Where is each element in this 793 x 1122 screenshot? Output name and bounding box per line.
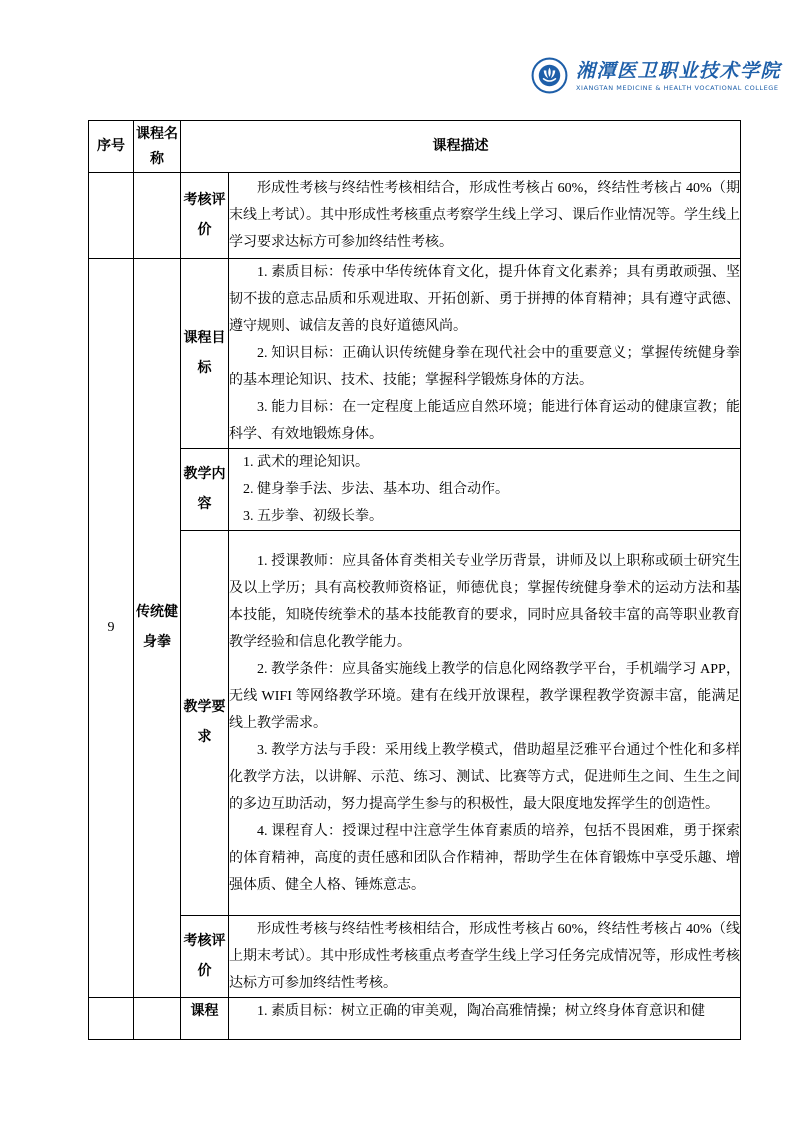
header-序号: 序号 xyxy=(89,121,134,173)
content-row xyxy=(89,449,741,531)
college-name-cn: 湘潭医卫职业技术学院 xyxy=(576,59,782,82)
course-table xyxy=(88,120,741,1040)
content-item: 1. 武术的理论知识。 xyxy=(243,455,369,470)
content-cell xyxy=(229,449,741,531)
table-header-row xyxy=(89,121,741,173)
content-item: 2. 健身拳手法、步法、基本功、组合动作。 xyxy=(243,482,509,497)
empty-no-cell xyxy=(89,173,134,259)
assessment-prev-cell xyxy=(229,173,741,259)
next-course-text: 1. 素质目标：树立正确的审美观，陶冶高雅情操；树立终身体育意识和健 xyxy=(257,1004,705,1019)
assessment-row xyxy=(89,916,741,998)
header-课程描述: 课程描述 xyxy=(181,121,741,173)
section-label-objectives: 课程目标 xyxy=(181,259,229,449)
empty-name-cell xyxy=(134,173,181,259)
college-name-en: XIANGTAN MEDICINE & HEALTH VOCATIONAL COLLEGE xyxy=(576,83,779,92)
section-label-assessment-prev: 考核评价 xyxy=(181,173,229,259)
empty-no-cell xyxy=(89,998,134,1040)
college-name-block xyxy=(576,60,781,92)
course-name: 传统健身拳 xyxy=(134,259,181,998)
assessment-cell xyxy=(229,916,741,998)
header-课程名称: 课程名称 xyxy=(134,121,181,173)
lotus-emblem-icon xyxy=(531,57,568,94)
objectives-row xyxy=(89,259,741,449)
requirement-paragraph: 4. 课程育人：授课过程中注意学生体育素质的培养，包括不畏困难，勇于探索的体育精神，高度的责任感和团队合作精神，帮助学生在体育锻炼中享受乐趣、增强体质、健全人格、锤炼意志。 xyxy=(229,823,740,893)
requirement-paragraph: 3. 教学方法与手段：采用线上教学模式，借助超星泛雅平台通过个性化和多样化教学方法，以讲解、示范、练习、测试、比赛等方式，促进师生之间、生生之间的多边互助活动，努力提高学生参与的积极性，最大限度地发挥学生的创造性。 xyxy=(229,742,740,812)
empty-name-cell xyxy=(134,998,181,1040)
content-item: 3. 五步拳、初级长拳。 xyxy=(243,509,383,524)
next-course-cell xyxy=(229,998,741,1040)
objective-paragraph: 3. 能力目标：在一定程度上能适应自然环境；能进行体育运动的健康宣教；能科学、有效地锻炼身体。 xyxy=(229,400,740,442)
college-logo xyxy=(531,57,781,94)
carryover-assessment-row xyxy=(89,173,741,259)
objectives-cell xyxy=(229,259,741,449)
section-label-requirements: 教学要求 xyxy=(181,531,229,916)
requirement-paragraph: 1. 授课教师：应具备体育类相关专业学历背景，讲师及以上职称或硕士研究生及以上学历；具有高校教师资格证，师德优良；掌握传统健身拳术的运动方法和基本技能，知晓传统拳术的基本技能教育的要求，同时应具备较丰富的高等职业教育教学经验和信息化教学能力。 xyxy=(229,553,740,650)
assessment-prev-text: 形成性考核与终结性考核相结合，形成性考核占 60%，终结性考核占 40%（期末线上考试）。其中形成性考核重点考察学生线上学习、课后作业情况等。学生线上学习要求达标方可参加终结性考核。 xyxy=(229,181,740,250)
objective-paragraph: 1. 素质目标：传承中华传统体育文化，提升体育文化素养；具有勇敢顽强、坚韧不拔的意志品质和乐观进取、开拓创新、勇于拼搏的体育精神；具有遵守武德、遵守规则、诚信友善的良好道德风尚。 xyxy=(229,265,740,334)
objective-paragraph: 2. 知识目标：正确认识传统健身拳在现代社会中的重要意义；掌握传统健身拳的基本理论知识、技术、技能；掌握科学锻炼身体的方法。 xyxy=(229,346,740,388)
section-label-content: 教学内容 xyxy=(181,449,229,531)
requirement-paragraph: 2. 教学条件：应具备实施线上教学的信息化网络教学平台，手机端学习 APP，无线 WIFI 等网络教学环境。建有在线开放课程，教学课程教学资源丰富，能满足线上教学需求。 xyxy=(229,661,740,731)
requirements-cell xyxy=(229,531,741,916)
section-label-next-partial: 课程 xyxy=(181,998,229,1040)
assessment-text: 形成性考核与终结性考核相结合，形成性考核占 60%，终结性考核占 40%（线上期末考试）。其中形成性考核重点考查学生线上学习任务完成情况等，形成性考核达标方可参加终结性考核。 xyxy=(229,922,740,991)
next-course-partial-row xyxy=(89,998,741,1040)
section-label-assessment: 考核评价 xyxy=(181,916,229,998)
course-number: 9 xyxy=(89,259,134,998)
requirements-row xyxy=(89,531,741,916)
